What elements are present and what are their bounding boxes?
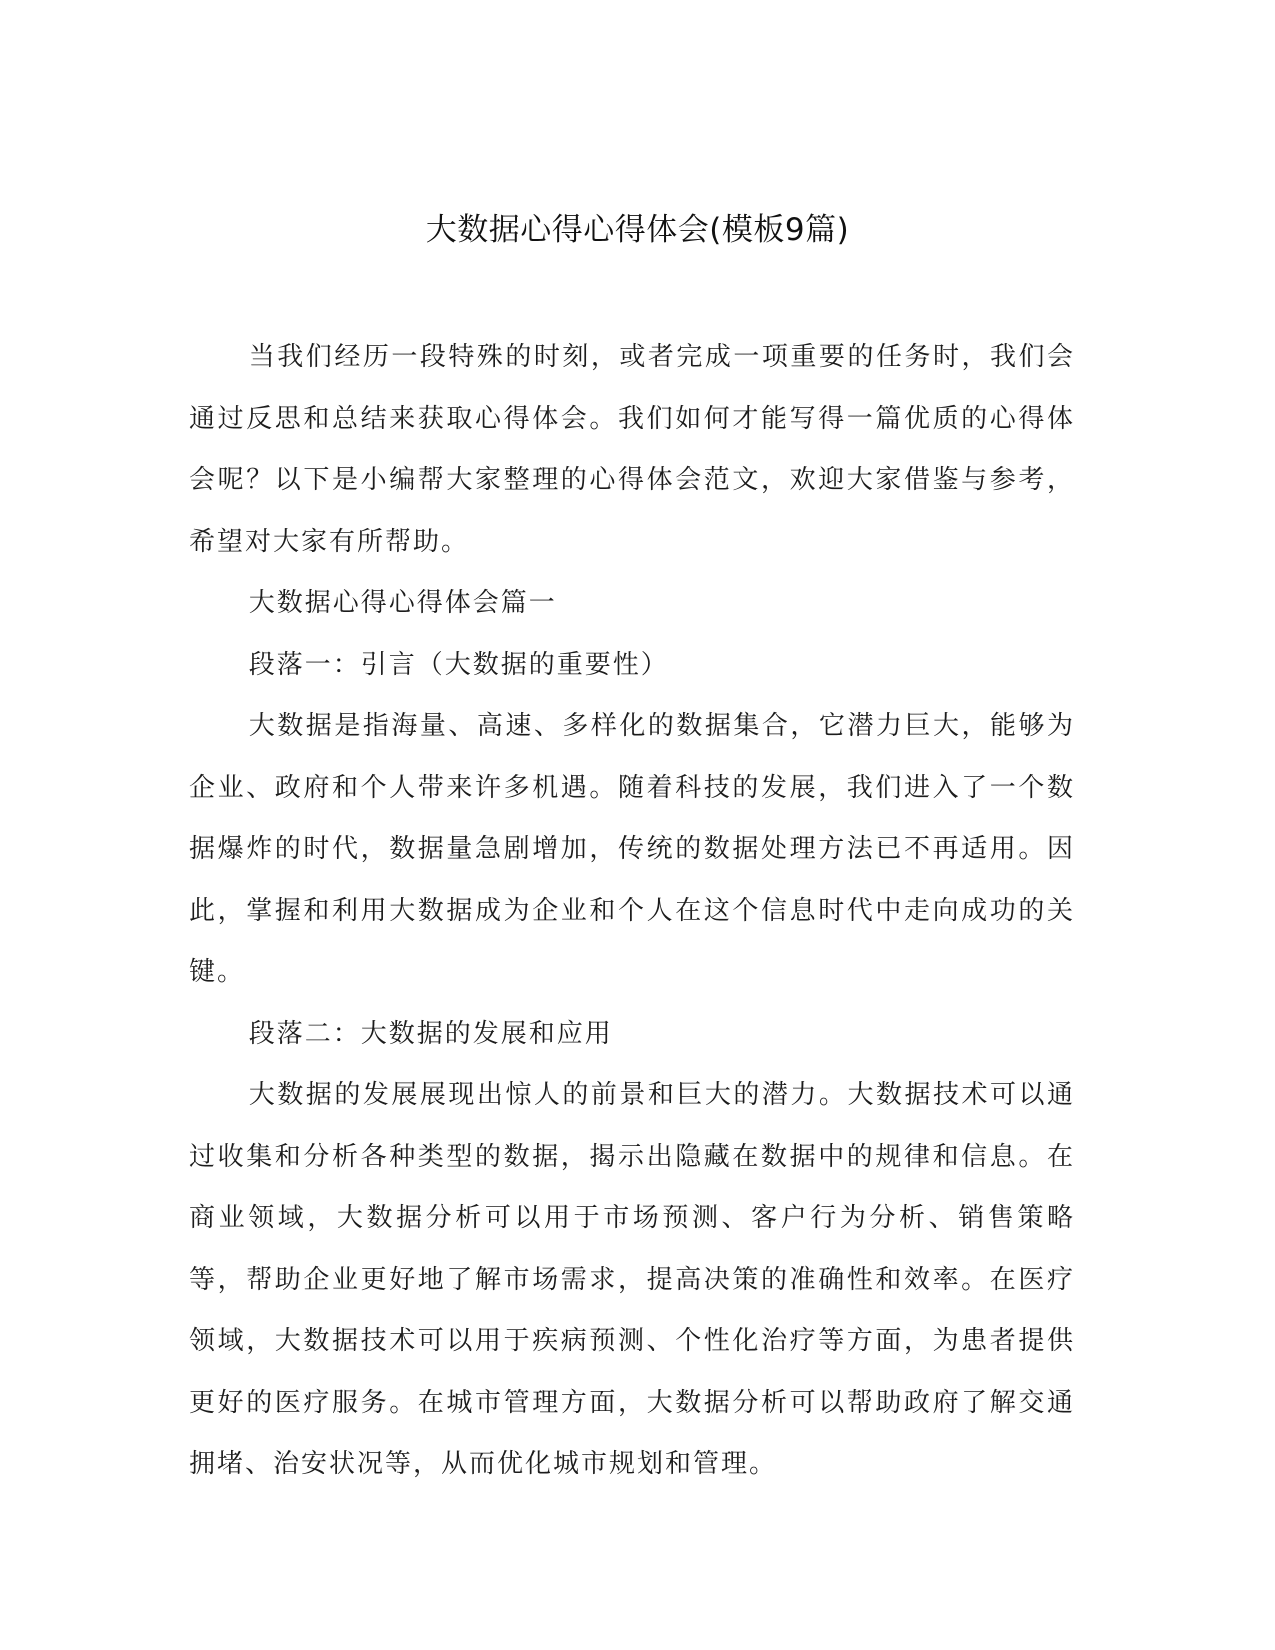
document-title: 大数据心得心得体会(模板9篇) [425,212,850,248]
part2-paragraph: 大数据的发展展现出惊人的前景和巨大的潜力。大数据技术可以通过收集和分析各种类型的数据，揭示出隐藏在数据中的规律和信息。在商业领域，大数据分析可以用于市场预测、客户行为分析、销售策略等，帮助企业更好地了解市场需求，提高决策的准确性和效率。在医疗领域，大数据技术可以用于疾病预测、个性化治疗等方面，为患者提供更好的医疗服务。在城市管理方面，大数据分析可以帮助政府了解交通拥堵、治安状况等，从而优化城市规划和管理。 [189,1080,1075,1479]
part1-paragraph: 大数据是指海量、高速、多样化的数据集合，它潜力巨大，能够为企业、政府和个人带来许多机遇。随着科技的发展，我们进入了一个数据爆炸的时代，数据量急剧增加，传统的数据处理方法已不再适用。因此，掌握和利用大数据成为企业和个人在这个信息时代中走向成功的关键。 [189,711,1075,987]
part2-heading: 段落二：大数据的发展和应用 [248,1018,613,1049]
document-body [189,327,1075,1496]
part1-heading: 段落一：引言（大数据的重要性） [248,649,669,680]
intro-paragraph: 当我们经历一段特殊的时刻，或者完成一项重要的任务时，我们会通过反思和总结来获取心得体会。我们如何才能写得一篇优质的心得体会呢？以下是小编帮大家整理的心得体会范文，欢迎大家借鉴与参考，希望对大家有所帮助。 [189,342,1075,557]
section-title: 大数据心得心得体会篇一 [248,588,557,618]
